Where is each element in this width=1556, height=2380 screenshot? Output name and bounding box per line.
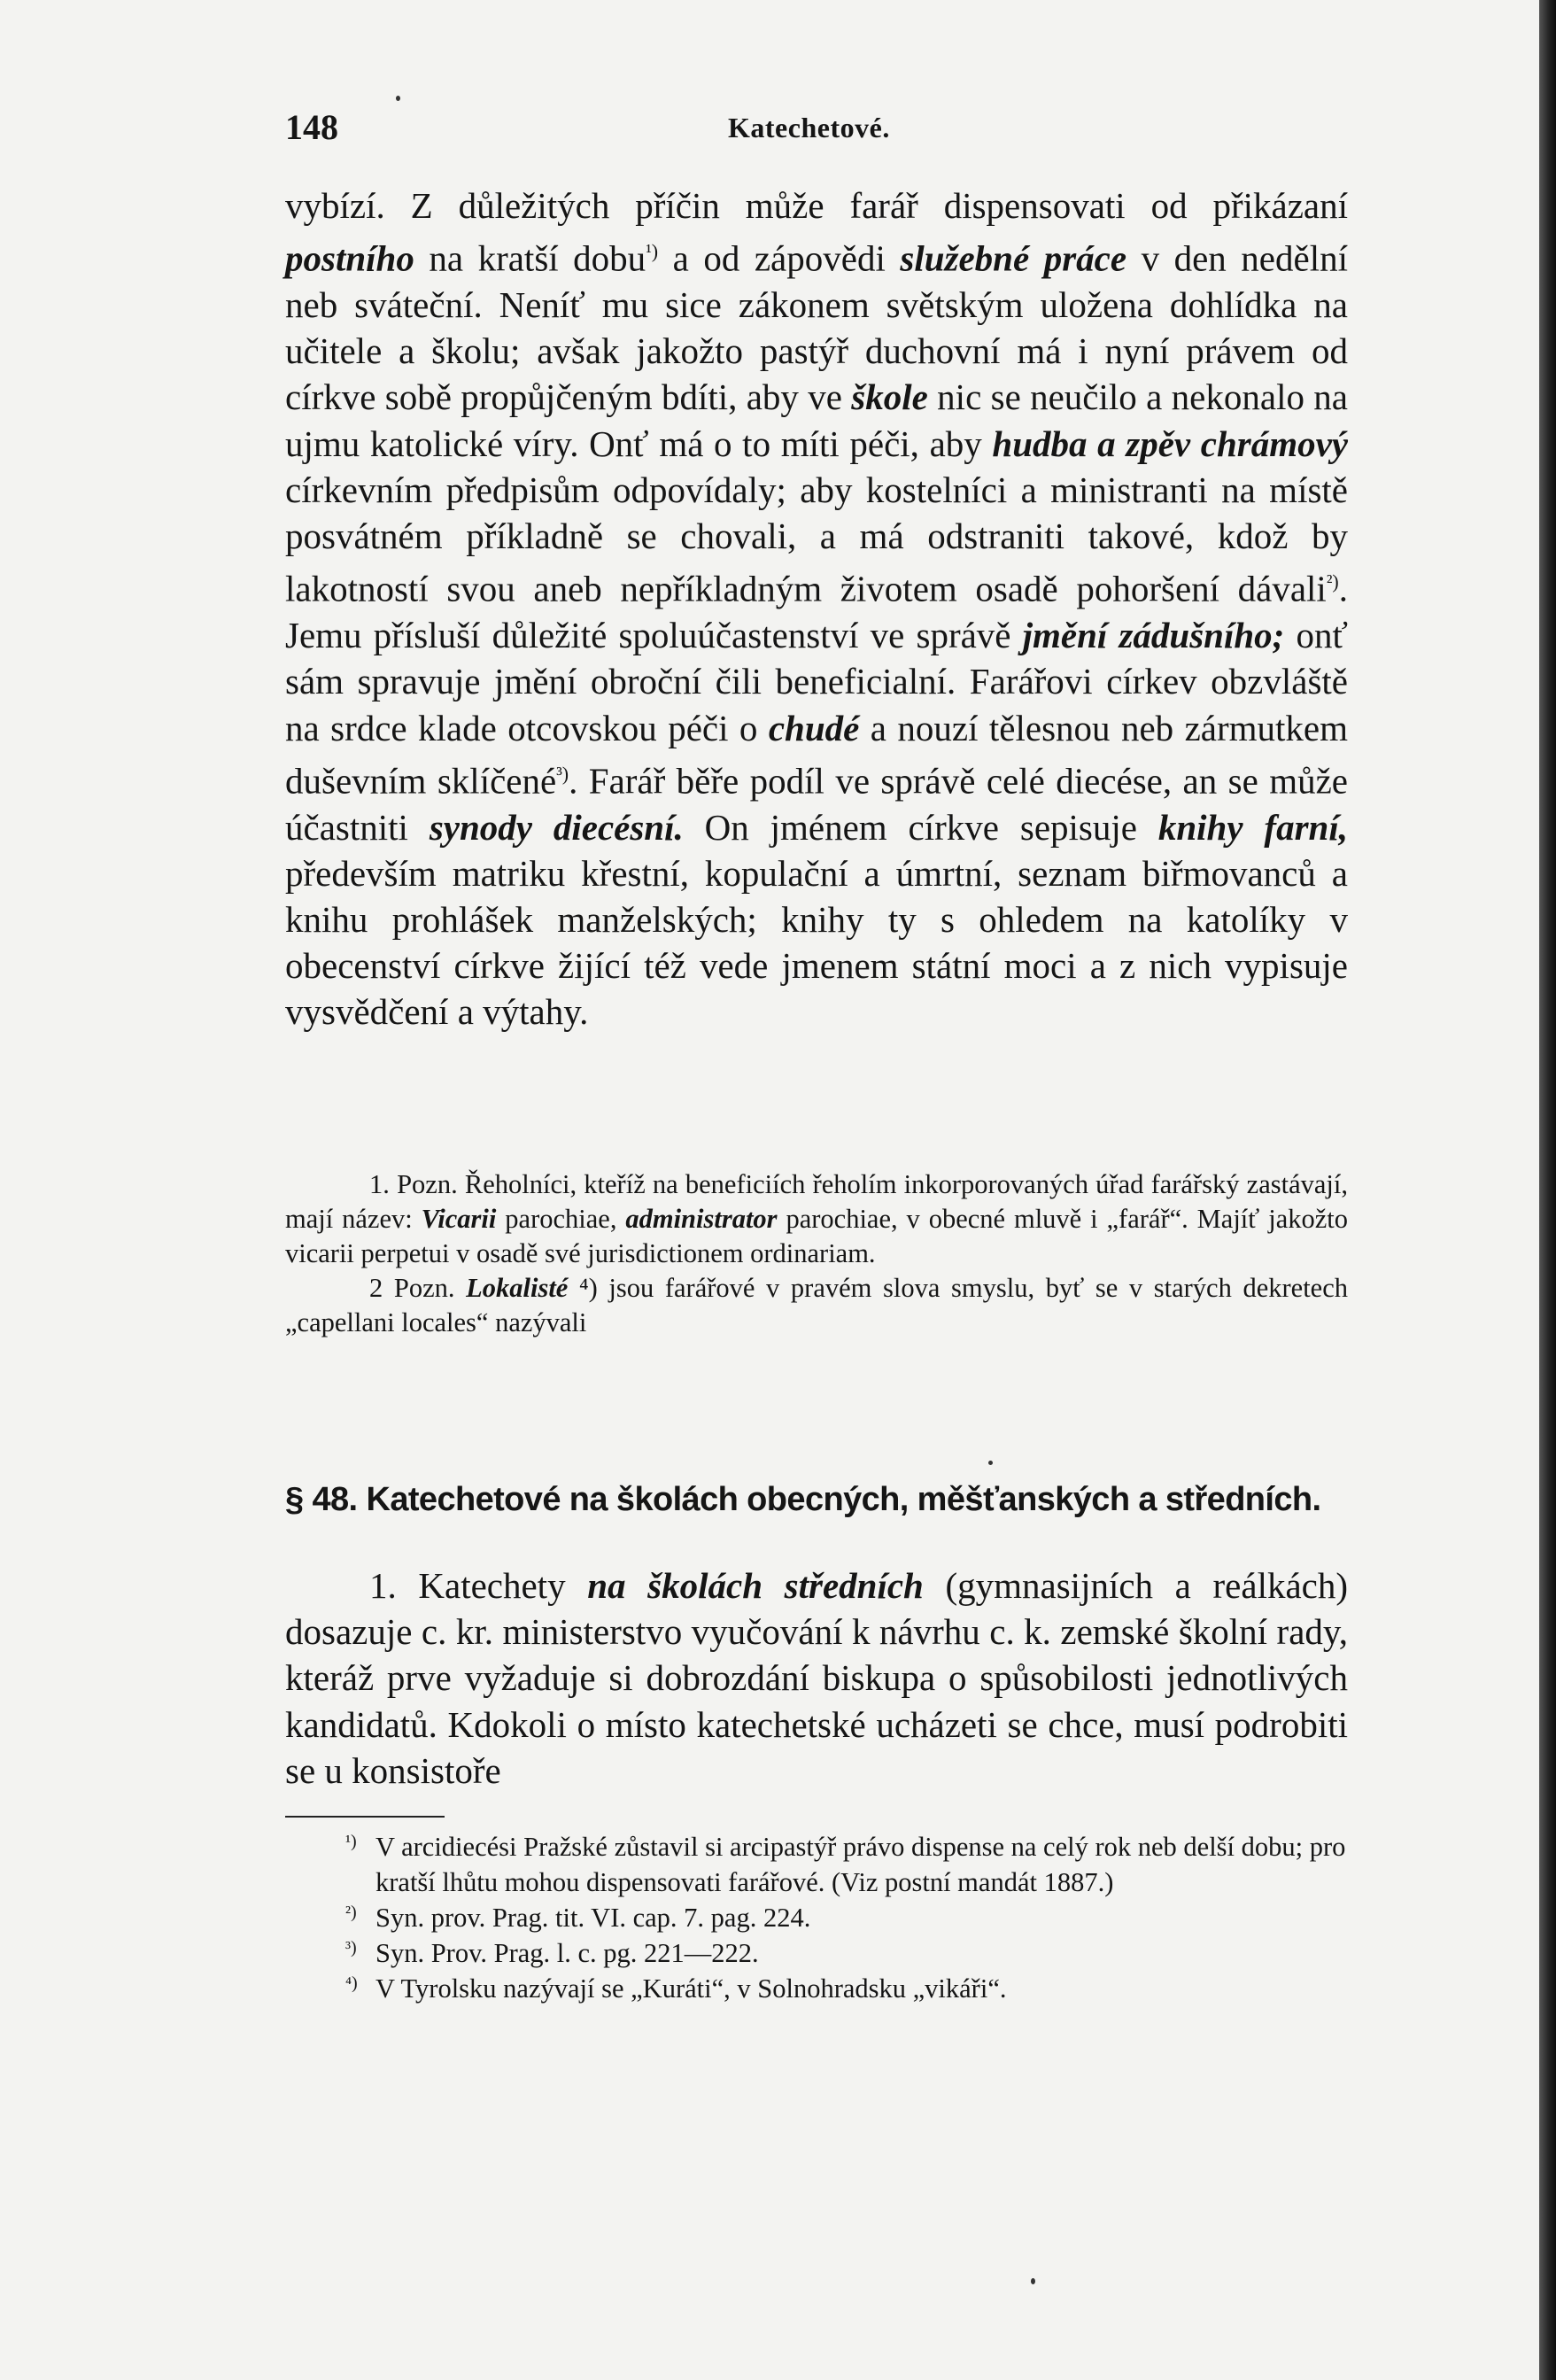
text-run: 1. Pozn. Řeholníci, kteříž na beneficiích řeholím inkorporovaných úřad farářský zastávají, mají název: [285,1169,1348,1234]
page-header [285,106,1348,159]
text-run: 1. Katechety [369,1565,588,1606]
text-run: především matriku křestní, kopulační a úmrtní, seznam biřmovanců a knihu prohlášek manželských; knihy ty s ohledem na katolíky v obecenství církve žijící též vede jmenem státní moci a z nich vypisuje vysvědčení a výtahy. [285,852,1348,1033]
italic-run: synody diecésní. [429,806,684,848]
italic-run: knihy farní, [1157,806,1348,848]
page-number: 148 [285,107,338,147]
footnote-mark: ¹) [345,1832,357,1851]
footnote [345,1900,1346,1935]
section-paragraph [285,1562,1348,1794]
italic-run: škole [851,376,928,418]
text-run: ⁴) jsou farářové v pravém slova smyslu, byť se v starých dekretech „capellani locales“ nazývali [285,1273,1348,1337]
footnote-text: V Tyrolsku nazývají se „Kuráti“, v Solnohradsku „vikáři“. [375,1973,1007,2004]
text-run: parochiae, v obecné mluvě i „farář“. Majíť jakožto vicarii perpetui v osadě své jurisdictionem ordinariam. [285,1204,1348,1268]
footnote-rule [285,1816,445,1818]
text-run: nic se neučilo a nekonalo na ujmu katolické víry. Onť má o to míti péči, aby [285,376,1348,464]
footnotes [345,1829,1346,2006]
footnote-mark: ³) [345,1938,357,1957]
italic-run: hudba a zpěv chrámový [992,423,1348,464]
italic-run: jmění zádušního; [1022,615,1285,656]
italic-run: Vicarii [421,1204,497,1234]
section-heading: § 48. Katechetové na školách obecných, měšťanských a středních. [285,1481,1321,1518]
notes-block [285,1167,1348,1340]
text-run: (gymnasijních a reálkách) dosazuje c. kr. ministerstvo vyučování k návrhu c. k. zemské školní rady, kteráž prve vyžaduje si dobrozdání biskupa o spůsobilosti jednotlivých kandidatů. Kdokoli o místo katechetské ucházeti se chce, musí podrobiti se u konsistoře [285,1565,1349,1791]
footnote-ref: ³) [556,762,569,785]
italic-run: postního [285,237,414,279]
text-run: na kratší dobu [414,237,646,279]
footnote [345,1829,1346,1900]
running-head: Katechetové. [728,112,890,143]
text-run: církevním předpisům odpovídaly; aby kostelníci a ministranti na místě posvátném příkladně se chovali, a má odstraniti takové, kdož by lakotností svou aneb nepříkladným životem osadě pohoršení dávali [285,469,1348,609]
footnote-mark: ⁴) [345,1973,358,1993]
scan-speck [988,1461,993,1465]
text-run: a nouzí tělesnou neb zármutkem duševním sklíčené [285,707,1348,802]
text-run: On jménem církve sepisuje [683,806,1158,848]
scan-speck [1031,2278,1035,2284]
footnote-text: Syn. Prov. Prag. l. c. pg. 221—222. [375,1938,759,1968]
italic-run: Lokalisté [466,1273,569,1303]
italic-run: chudé [768,707,860,748]
italic-run: na školách středních [587,1565,924,1606]
text-run: a od zápovědi [658,237,901,279]
text-run: v den nedělní neb sváteční. Neníť mu sice zákonem světským uložena dohlídka na učitele a školu; avšak jakožto pastýř duchovní má i nyní právem od církve sobě propůjčeným bdíti, aby ve [285,237,1348,418]
text-run: 2 Pozn. [369,1273,467,1303]
text-run: vybízí. Z důležitých příčin může farář dispensovati od přikázaní [285,185,1348,226]
footnote [345,1935,1346,1971]
footnote [345,1971,1346,2006]
italic-run: administrator [625,1204,778,1234]
footnote-text: Syn. prov. Prag. tit. VI. cap. 7. pag. 224. [375,1903,811,1933]
scan-speck [396,96,400,101]
note-1 [285,1167,1348,1271]
main-paragraph [285,182,1348,1035]
text-run: parochiae, [496,1204,626,1234]
footnote-ref: ²) [1326,570,1339,593]
italic-run: služebné práce [900,237,1127,279]
footnote-ref: ¹) [646,240,659,263]
footnote-mark: ²) [345,1903,357,1922]
text-run: onť sám spravuje jmění obroční čili beneficialní. Farářovi církev obzvláště na srdce klade otcovskou péči o [285,615,1348,748]
page-edge-shadow [1539,0,1556,2380]
text-run: . Jemu přísluší důležité spoluúčastenství ve správě [285,568,1348,656]
footnote-text: V arcidiecési Pražské zůstavil si arcipastýř právo dispense na celý rok neb delší dobu; pro kratší lhůtu mohou dispensovati farářové. (Viz postní mandát 1887.) [375,1832,1346,1897]
note-2 [285,1271,1348,1340]
text-run: . Farář běře podíl ve správě celé diecése, an se může účastniti [285,760,1348,848]
